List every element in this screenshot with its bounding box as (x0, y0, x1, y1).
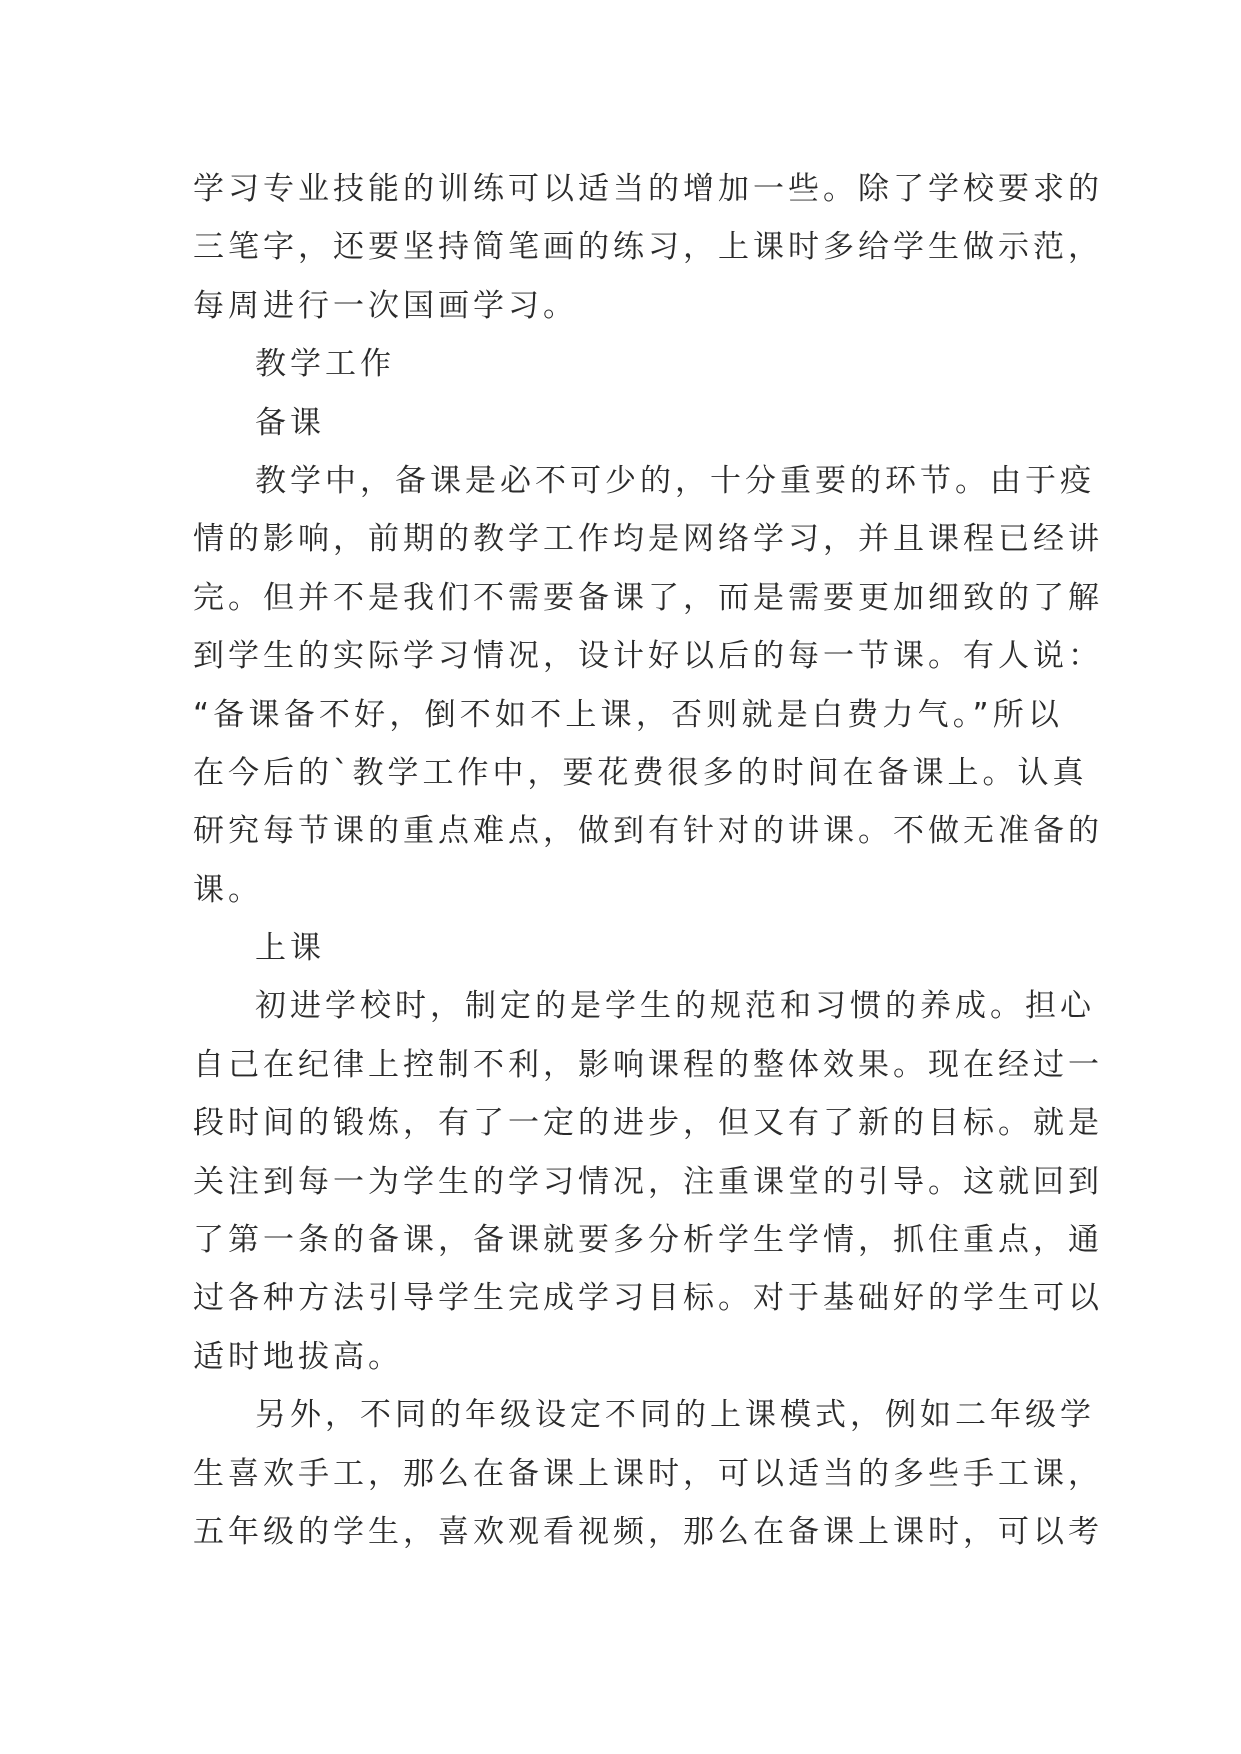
section-heading-teaching-work: 教学工作 (255, 346, 395, 383)
paragraph-line: 五年级的学生，喜欢观看视频，那么在备课上课时，可以考 (193, 1513, 1103, 1550)
paragraph-line: 研究每节课的重点难点，做到有针对的讲课。不做无准备的 (193, 813, 1103, 850)
paragraph-line: 关注到每一为学生的学习情况，注重课堂的引导。这就回到 (193, 1163, 1103, 1200)
paragraph-line: 完。但并不是我们不需要备课了，而是需要更加细致的了解 (193, 579, 1103, 616)
subheading-class-teaching: 上课 (255, 930, 325, 967)
paragraph-line: 段时间的锻炼，有了一定的进步，但又有了新的目标。就是 (193, 1105, 1103, 1142)
paragraph-line: 教学中，备课是必不可少的，十分重要的环节。由于疫 (255, 462, 1095, 499)
paragraph-line: 另外，不同的年级设定不同的上课模式，例如二年级学 (255, 1397, 1095, 1434)
paragraph-line: “备课备不好，倒不如不上课，否则就是白费力气。”所以 (193, 696, 1063, 733)
paragraph-line: 情的影响，前期的教学工作均是网络学习，并且课程已经讲 (193, 521, 1103, 558)
paragraph-line: 初进学校时，制定的是学生的规范和习惯的养成。担心 (255, 988, 1095, 1025)
subheading-lesson-preparation: 备课 (255, 404, 325, 441)
paragraph-line: 了第一条的备课，备课就要多分析学生学情，抓住重点，通 (193, 1222, 1103, 1259)
paragraph-line: 到学生的实际学习情况，设计好以后的每一节课。有人说： (193, 638, 1103, 675)
paragraph-line: 学习专业技能的训练可以适当的增加一些。除了学校要求的 (193, 171, 1103, 207)
paragraph-line: 每周进行一次国画学习。 (193, 287, 578, 324)
paragraph-line: 三笔字，还要坚持简笔画的练习，上课时多给学生做示范， (193, 229, 1103, 266)
paragraph-line: 课。 (193, 871, 263, 908)
paragraph-line: 适时地拔高。 (193, 1338, 403, 1375)
paragraph-line: 自己在纪律上控制不利，影响课程的整体效果。现在经过一 (193, 1046, 1103, 1083)
paragraph-line: 过各种方法引导学生完成学习目标。对于基础好的学生可以 (193, 1280, 1103, 1317)
document-body (193, 160, 1103, 1561)
paragraph-line: 生喜欢手工，那么在备课上课时，可以适当的多些手工课， (193, 1455, 1103, 1492)
paragraph-line: 在今后的`教学工作中，要花费很多的时间在备课上。认真 (193, 754, 1088, 791)
